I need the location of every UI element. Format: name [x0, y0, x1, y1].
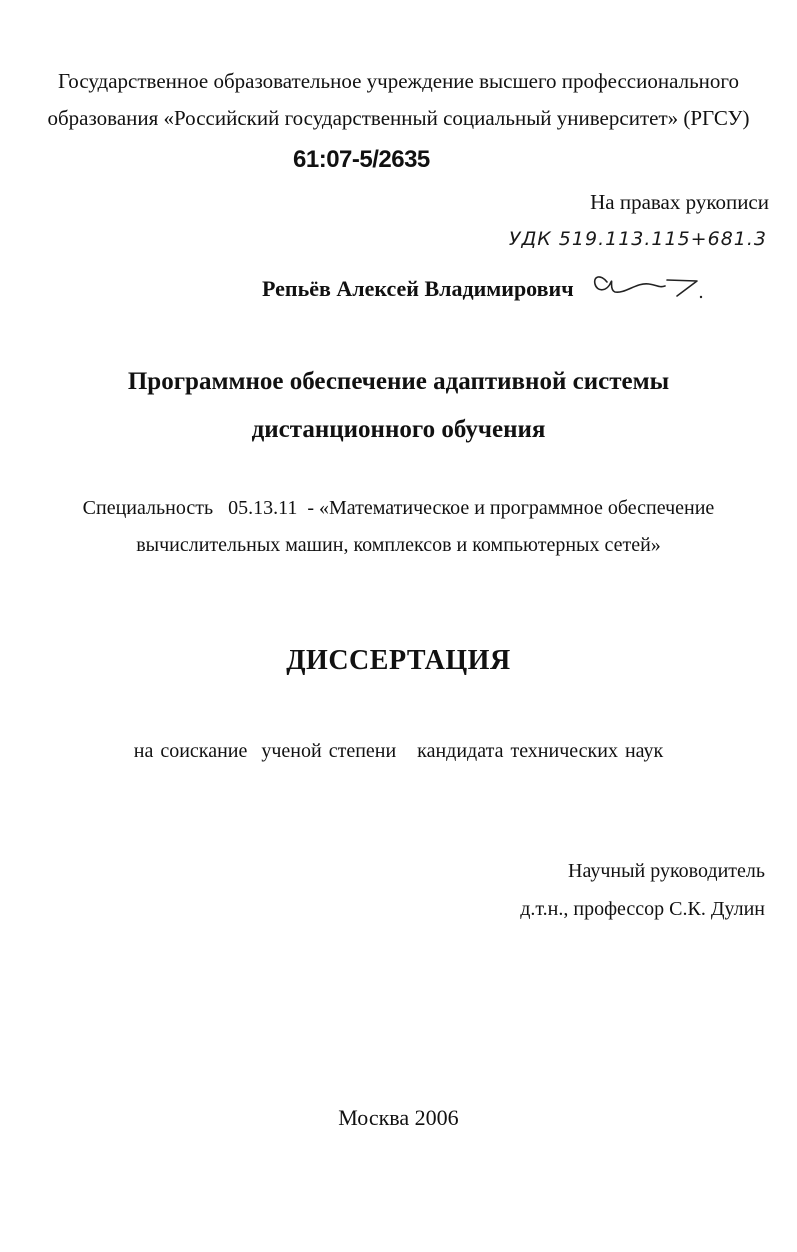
document-type-heading: ДИССЕРТАЦИЯ: [286, 645, 511, 676]
registry-code: 61:07-5/2635: [293, 146, 430, 173]
degree-statement: на соискание ученой степени кандидата технических наук: [133, 740, 664, 762]
city-year: Москва 2006: [338, 1105, 459, 1130]
udc-handwritten-code: УДК 519.113.115+681.3: [508, 228, 767, 250]
author-name: Репьёв Алексей Владимирович: [262, 276, 574, 301]
dissertation-title-line-1: Программное обеспечение адаптивной системы: [127, 368, 670, 395]
supervisor-name: д.т.н., профессор С.К. Дулин: [520, 898, 765, 920]
dissertation-title-line-2: дистанционного обучения: [251, 416, 546, 443]
supervisor-label: Научный руководитель: [568, 860, 765, 882]
institution-line-1: Государственное образовательное учреждение высшего профессионального: [58, 69, 739, 93]
institution-line-2: образования «Российский государственный социальный университет» (РГСУ): [47, 106, 750, 130]
author-signature-icon: [585, 268, 710, 304]
manuscript-rights-label: На правах рукописи: [590, 190, 769, 214]
specialty-line-1: Специальность 05.13.11 - «Математическое и программное обеспечение: [82, 497, 715, 519]
specialty-line-2: вычислительных машин, комплексов и компьютерных сетей»: [136, 534, 661, 556]
